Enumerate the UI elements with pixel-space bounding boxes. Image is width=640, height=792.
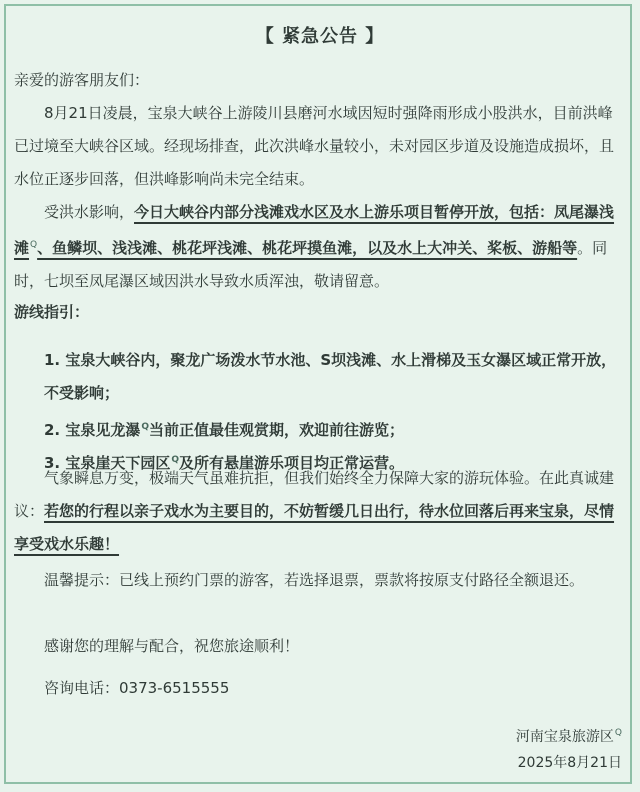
search-icon[interactable]: Q [171, 455, 180, 465]
signature-name: 河南宝泉旅游区 [515, 729, 614, 745]
paragraph-thanks: 感谢您的理解与配合，祝您旅途顺利！ [44, 637, 300, 655]
notice-date: 2025年8月21日 [517, 755, 622, 771]
guide-item-2-text: 当前正值最佳观赏期，欢迎前往游览； [149, 421, 405, 439]
paragraph-flood-status: 8月21日凌晨，宝泉大峡谷上游陵川县磨河水域因短时强降雨形成小股洪水，目前洪峰已过境至大峡谷区域。经现场排查，此次洪峰水量较小，未对园区步道及设施造成损坏，且水位正逐步回落，但洪峰影响尚未完全结束。 [14, 104, 615, 188]
guide-item-3-link[interactable]: 3. 宝泉崖天下园区 [44, 454, 171, 472]
guide-item-1: 1. 宝泉大峡谷内，聚龙广场泼水节水池、S坝浅滩、水上滑梯及玉女瀑区域正常开放，不受影响； [44, 351, 617, 402]
guide-item-3-text: 及所有悬崖游乐项目均正常运营。 [179, 454, 405, 472]
closures-tail: 。同时，七坝至凤尾瀑区域因洪水导致水质浑浊，敬请留意。 [14, 239, 608, 290]
guide-title: 游线指引： [14, 303, 90, 321]
signature [516, 726, 622, 746]
guide-item-2-link[interactable]: 2. 宝泉见龙瀑 [44, 421, 141, 439]
closures-emphasis-1: 今日大峡谷内部分浅滩戏水区及水上游乐项目暂停开放，包括：凤尾瀑浅滩 [14, 203, 615, 257]
search-icon[interactable]: Q [614, 728, 622, 739]
notice-title: 【 紧急公告 】 [255, 26, 385, 47]
search-icon[interactable]: Q [141, 422, 150, 432]
closures-emphasis-2: 、鱼鳞坝、浅浅滩、桃花坪浅滩、桃花坪摸鱼滩，以及水上大冲关、桨板、游船等 [37, 239, 578, 257]
closures-lead: 受洪水影响， [44, 203, 135, 221]
advice-lead: 气象瞬息万变，极端天气虽难抗拒，但我们始终全力保障大家的游玩体验。在此真诚建议： [14, 469, 615, 520]
greeting: 亲爱的游客朋友们： [14, 71, 150, 89]
paragraph-advice [14, 462, 626, 561]
hotline: 咨询电话：0373-6515555 [44, 679, 230, 697]
guide-item-2 [44, 411, 626, 447]
paragraph-refund: 温馨提示：已线上预约门票的游客，若选择退票，票款将按原支付路径全额退还。 [44, 571, 585, 589]
search-icon[interactable]: Q [30, 240, 38, 250]
paragraph-closures [14, 196, 626, 298]
advice-emphasis: 若您的行程以亲子戏水为主要目的，不妨暂缓几日出行，待水位回落后再来宝泉，尽情享受戏水乐趣！ [14, 502, 615, 553]
